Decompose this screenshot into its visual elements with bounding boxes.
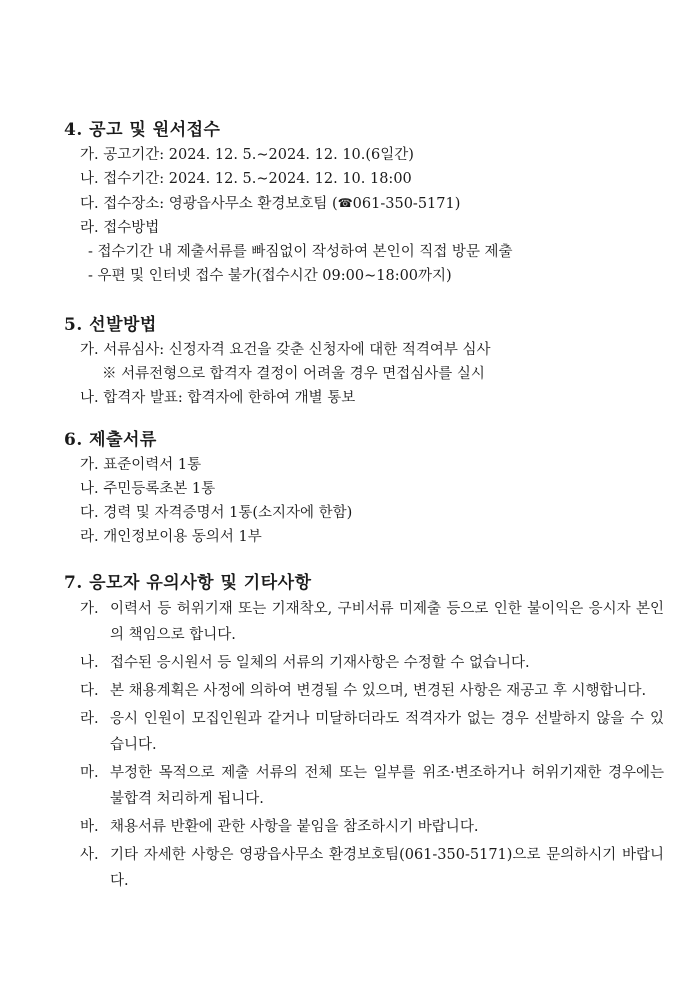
item-marker: 나. (80, 390, 99, 406)
section-title: 5. 선발방법 (64, 315, 157, 335)
sub-item: - 우편 및 인터넷 접수 불가(접수시간 09:00∼18:00까지) (88, 268, 452, 284)
section-selection (64, 312, 664, 410)
list-item (64, 842, 664, 894)
list-item (64, 501, 664, 525)
item-text: 합격자 발표: 합격자에 한하여 개별 통보 (103, 390, 356, 406)
item-marker: 마. (80, 765, 99, 781)
item-marker: 가. (80, 601, 99, 617)
list-item (64, 650, 664, 676)
section-title: 7. 응모자 유의사항 및 기타사항 (64, 573, 312, 593)
item-text: 개인정보이용 동의서 1부 (103, 529, 262, 545)
list-item (64, 525, 664, 549)
item-marker: 가. (80, 342, 99, 358)
item-text: 부정한 목적으로 제출 서류의 전체 또는 일부를 위조·변조하거나 허위기재한 경우에는 불합격 처리하게 됩니다. (110, 765, 664, 807)
item-text: 접수기간: 2024. 12. 5.∼2024. 12. 10. 18:00 (103, 171, 412, 187)
item-marker: 가. (80, 457, 99, 473)
item-marker: 나. (80, 655, 99, 671)
section-notices (64, 570, 664, 896)
item-text: 접수된 응시원서 등 일체의 서류의 기재사항은 수정할 수 없습니다. (110, 655, 530, 671)
item-text: 경력 및 자격증명서 1통(소지자에 한함) (103, 505, 353, 521)
note: ※ 서류전형으로 합격자 결정이 어려울 경우 면접심사를 실시 (102, 366, 485, 382)
item-text: 응시 인원이 모집인원과 같거나 미달하더라도 적격자가 없는 경우 선발하지 않을 수 있습니다. (110, 711, 664, 753)
list-item (64, 338, 664, 362)
item-marker: 다. (80, 683, 99, 699)
list-item (64, 191, 664, 216)
item-text: 이력서 등 허위기재 또는 기재착오, 구비서류 미제출 등으로 인한 불이익은 응시자 본인의 책임으로 합니다. (110, 601, 664, 643)
item-marker: 나. (80, 171, 99, 187)
item-marker: 바. (80, 819, 99, 835)
item-text: 공고기간: 2024. 12. 5.∼2024. 12. 10.(6일간) (103, 147, 414, 163)
sub-item: - 접수기간 내 제출서류를 빠짐없이 작성하여 본인이 직접 방문 제출 (88, 244, 513, 260)
list-item (64, 167, 664, 191)
list-item (64, 596, 664, 648)
section-title: 4. 공고 및 원서접수 (64, 120, 221, 140)
item-marker: 라. (80, 220, 99, 236)
section-application (64, 117, 664, 288)
item-text: 표준이력서 1통 (103, 457, 202, 473)
item-marker: 다. (80, 196, 99, 212)
list-item (64, 386, 664, 410)
section-title: 6. 제출서류 (64, 430, 157, 450)
list-item (64, 453, 664, 477)
item-text: 채용서류 반환에 관한 사항을 붙임을 참조하시기 바랍니다. (110, 819, 479, 835)
item-marker: 사. (80, 847, 99, 863)
item-text: 주민등록초본 1통 (103, 481, 216, 497)
list-item (64, 216, 664, 240)
phone-icon: ☎ (337, 196, 353, 210)
item-text: 본 채용계획은 사정에 의하여 변경될 수 있으며, 변경된 사항은 재공고 후 시행합니다. (110, 683, 647, 699)
list-item (64, 814, 664, 840)
item-text: 접수장소: 영광읍사무소 환경보호팀 ( (103, 196, 338, 212)
item-text: 접수방법 (103, 220, 160, 236)
list-item (64, 678, 664, 704)
list-item (64, 760, 664, 812)
item-marker: 라. (80, 529, 99, 545)
item-marker: 나. (80, 481, 99, 497)
item-marker: 라. (80, 711, 99, 727)
item-marker: 다. (80, 505, 99, 521)
list-item (64, 706, 664, 758)
list-item (64, 143, 664, 167)
section-documents (64, 427, 664, 549)
list-item (64, 477, 664, 501)
item-marker: 가. (80, 147, 99, 163)
item-text: 기타 자세한 사항은 영광읍사무소 환경보호팀(061-350-5171)으로 문의하시기 바랍니다. (110, 847, 664, 889)
item-text: 서류심사: 신정자격 요건을 갖춘 신청자에 대한 적격여부 심사 (103, 342, 491, 358)
item-text: 061-350-5171) (352, 196, 461, 212)
